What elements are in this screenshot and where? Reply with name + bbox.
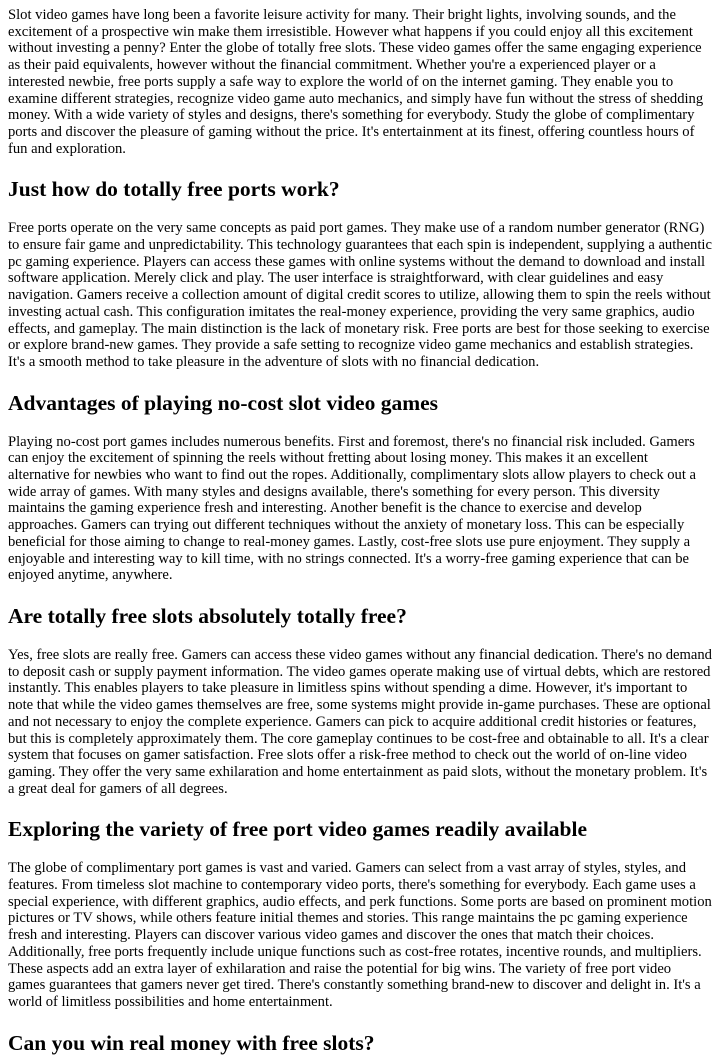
section-paragraph: The globe of complimentary port games is vast and varied. Gamers can select from a vast array of styles, styles, and features. From timeless slot machine to contemporary video ports, there's something for everybody. Each game uses a special experience, with different graphics, audio effects, and perk functions. Some ports are based on prominent motion pictures or TV shows, while others feature initial themes and stories. This range maintains the pc gaming experience fresh and interesting. Players can discover various video games and discover the ones that match their choices. Additionally, free ports frequently include unique functions such as cost-free rotates, incentive rounds, and multipliers. These aspects add an extra layer of exhilaration and raise the potential for big wins. The variety of free port video games guarantees that gamers never get tired. There's constantly something brand-new to discover and delight in. It's a world of limitless possibilities and home entertainment. xyxy=(8,860,712,1010)
section-paragraph: Yes, free slots are really free. Gamers can access these video games without any financial dedication. There's no demand to deposit cash or supply payment information. The video games operate making use of virtual debts, which are restored instantly. This enables players to take pleasure in limitless spins without spending a dime. However, it's important to note that while the video games themselves are free, some systems might provide in-game purchases. These are optional and not necessary to enjoy the complete experience. Gamers can pick to acquire additional credit histories or features, but this is completely approximately them. The core gameplay continues to be cost-free and obtainable to all. It's a clear system that focuses on gamer satisfaction. Free slots offer a risk-free method to check out the world of on-line video gaming. They offer the very same exhilaration and home entertainment as paid slots, without the monetary problem. It's a great deal for gamers of all degrees. xyxy=(8,646,712,797)
section-paragraph: Free ports operate on the very same concepts as paid port games. They make use of a random number generator (RNG) to ensure fair game and unpredictability. This technology guarantees that each spin is independent, supplying a authentic pc gaming experience. Players can access these games with online systems without the demand to download and install software application. Merely click and play. The user interface is straightforward, with clear guidelines and easy navigation. Gamers receive a collection amount of digital credit scores to utilize, allowing them to spin the reels without investing actual cash. This configuration imitates the real-money experience, providing the very same graphics, audio effects, and gameplay. The main distinction is the lack of monetary risk. Free ports are best for those seeking to exercise or explore brand-new games. They provide a safe setting to recognize video game mechanics and establish strategies. It's a smooth method to take pleasure in the adventure of slots with no financial dedication. xyxy=(8,220,712,370)
section-heading: Just how do totally free ports work? xyxy=(8,177,340,202)
section-heading: Exploring the variety of free port video games readily available xyxy=(8,817,588,842)
section-paragraph: Playing no-cost port games includes numerous benefits. First and foremost, there's no financial risk included. Gamers can enjoy the excitement of spinning the reels without fretting about losing money. This makes it an excellent alternative for newbies who want to find out the ropes. Additionally, complimentary slots allow players to check out a wide array of games. With many styles and designs available, there's something for every person. This diversity maintains the gaming experience fresh and interesting. Another benefit is the chance to exercise and develop approaches. Gamers can trying out different techniques without the anxiety of monetary loss. This can be especially beneficial for those aiming to change to real-money games. Lastly, cost-free slots use pure enjoyment. They supply a enjoyable and interesting way to kill time, with no strings connected. It's a worry-free gaming experience that can be enjoyed anytime, anywhere. xyxy=(8,433,697,584)
section-heading: Can you win real money with free slots? xyxy=(8,1030,375,1055)
section-heading: Are totally free slots absolutely totally free? xyxy=(8,603,407,628)
section-heading: Advantages of playing no-cost slot video games xyxy=(8,390,439,415)
intro-paragraph: Slot video games have long been a favorite leisure activity for many. Their bright lights, involving sounds, and the excitement of a prospective win make them irresistible. However what happens if you could enjoy all this excitement without investing a penny? Enter the globe of totally free slots. These video games offer the same engaging experience as their paid equivalents, however without the financial commitment. Whether you're a experienced player or a interested newbie, free ports supply a safe way to explore the world of on the internet gaming. They enable you to examine different strategies, recognize video game auto mechanics, and simply have fun without the stress of shedding money. With a wide variety of styles and designs, there's something for everybody. Study the globe of complimentary ports and discover the pleasure of gaming without the price. It's entertainment at its finest, offering countless hours of fun and exploration. xyxy=(8,7,704,157)
